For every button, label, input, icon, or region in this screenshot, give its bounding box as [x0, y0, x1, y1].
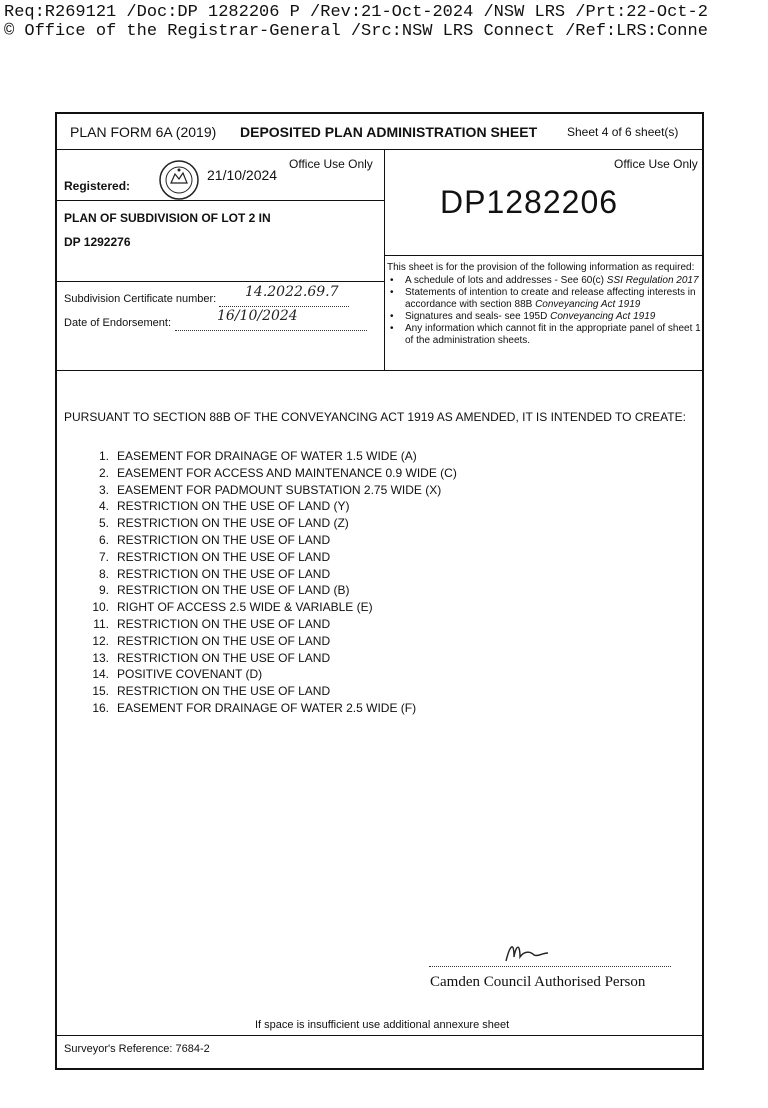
- registered-date: 21/10/2024: [207, 167, 278, 183]
- dp-divider: [384, 255, 702, 256]
- footer-divider: [57, 1035, 702, 1036]
- title-divider: [57, 149, 702, 150]
- interest-item: 3. EASEMENT FOR PADMOUNT SUBSTATION 2.75 WIDE (X): [98, 482, 442, 497]
- sheet-count: Sheet 4 of 6 sheet(s): [567, 125, 679, 139]
- certificate-number-label: Subdivision Certificate number:: [64, 293, 217, 305]
- office-use-right: Office Use Only: [614, 157, 698, 171]
- form-name: PLAN FORM 6A (2019): [70, 124, 217, 140]
- interest-item: 4. RESTRICTION ON THE USE OF LAND (Y): [98, 499, 350, 514]
- interest-item: 6. RESTRICTION ON THE USE OF LAND: [98, 532, 331, 547]
- registrar-seal-icon: [158, 159, 200, 201]
- interest-item: 13. RESTRICTION ON THE USE OF LAND: [92, 650, 331, 665]
- administration-sheet: [55, 112, 704, 1070]
- interest-list: [87, 448, 457, 717]
- notes-intro: This sheet is for the provision of the following information as required:: [387, 262, 695, 273]
- office-use-left: Office Use Only: [289, 157, 373, 171]
- surveyor-reference: Surveyor's Reference: 7684-2: [64, 1043, 210, 1055]
- note-item: • Any information which cannot fit in the appropriate panel of sheet 1 of the administration sheets.: [387, 323, 702, 347]
- registered-label: Registered:: [64, 179, 131, 193]
- plan-title-divider: [57, 281, 384, 282]
- note-item: • Statements of intention to create and release affecting interests in accordance with section 88B Conveyancing Act 1919: [387, 287, 702, 311]
- annexure-note: If space is insufficient use additional annexure sheet: [255, 1019, 510, 1031]
- plan-title-line1: PLAN OF SUBDIVISION OF LOT 2 IN: [64, 211, 271, 225]
- body-intro: PURSUANT TO SECTION 88B OF THE CONVEYANCING ACT 1919 AS AMENDED, IT IS INTENDED TO CREATE:: [64, 410, 686, 424]
- notes-list: [387, 275, 702, 347]
- interest-item: 9. RESTRICTION ON THE USE OF LAND (B): [98, 583, 350, 598]
- interest-item: 1. EASEMENT FOR DRAINAGE OF WATER 1.5 WIDE (A): [98, 449, 417, 463]
- interest-item: 2. EASEMENT FOR ACCESS AND MAINTENANCE 0.9 WIDE (C): [98, 465, 457, 480]
- sheet-title: DEPOSITED PLAN ADMINISTRATION SHEET: [240, 124, 538, 140]
- signature-caption: Camden Council Authorised Person: [430, 974, 646, 990]
- note-item: • Signatures and seals- see 195D Conveyancing Act 1919: [387, 311, 702, 323]
- interest-item: 15. RESTRICTION ON THE USE OF LAND: [92, 684, 331, 699]
- registered-divider: [57, 200, 384, 201]
- interest-item: 11. RESTRICTION ON THE USE OF LAND: [93, 616, 331, 631]
- endorsement-date-value: 16/10/2024: [217, 308, 298, 324]
- upper-section-divider: [57, 370, 702, 371]
- certificate-number-value: 14.2022.69.7: [245, 284, 339, 300]
- note-item: • A schedule of lots and addresses - See 60(c) SSI Regulation 2017: [387, 275, 702, 287]
- signature-line: [429, 954, 671, 967]
- interest-item: 8. RESTRICTION ON THE USE OF LAND: [98, 566, 331, 581]
- document-request-header: Req:R269121 /Doc:DP 1282206 P /Rev:21-Oct-2024 /NSW LRS /Prt:22-Oct-2: [4, 3, 708, 22]
- copyright-header: © Office of the Registrar-General /Src:NSW LRS Connect /Ref:LRS:Conne: [4, 22, 708, 41]
- plan-title-line2: DP 1292276: [64, 235, 131, 249]
- interest-item: 7. RESTRICTION ON THE USE OF LAND: [98, 549, 331, 564]
- interest-item: 16. EASEMENT FOR DRAINAGE OF WATER 2.5 WIDE (F): [92, 700, 417, 715]
- panel-divider: [384, 149, 385, 370]
- interest-item: 14. POSITIVE COVENANT (D): [92, 667, 263, 682]
- requirements-notes: [387, 262, 702, 347]
- interest-item: 12. RESTRICTION ON THE USE OF LAND: [92, 633, 331, 648]
- dp-number: DP1282206: [440, 184, 619, 220]
- interest-item: 5. RESTRICTION ON THE USE OF LAND (Z): [98, 516, 349, 531]
- interest-item: 10. RIGHT OF ACCESS 2.5 WIDE & VARIABLE (E): [92, 600, 373, 615]
- endorsement-date-label: Date of Endorsement:: [64, 317, 172, 329]
